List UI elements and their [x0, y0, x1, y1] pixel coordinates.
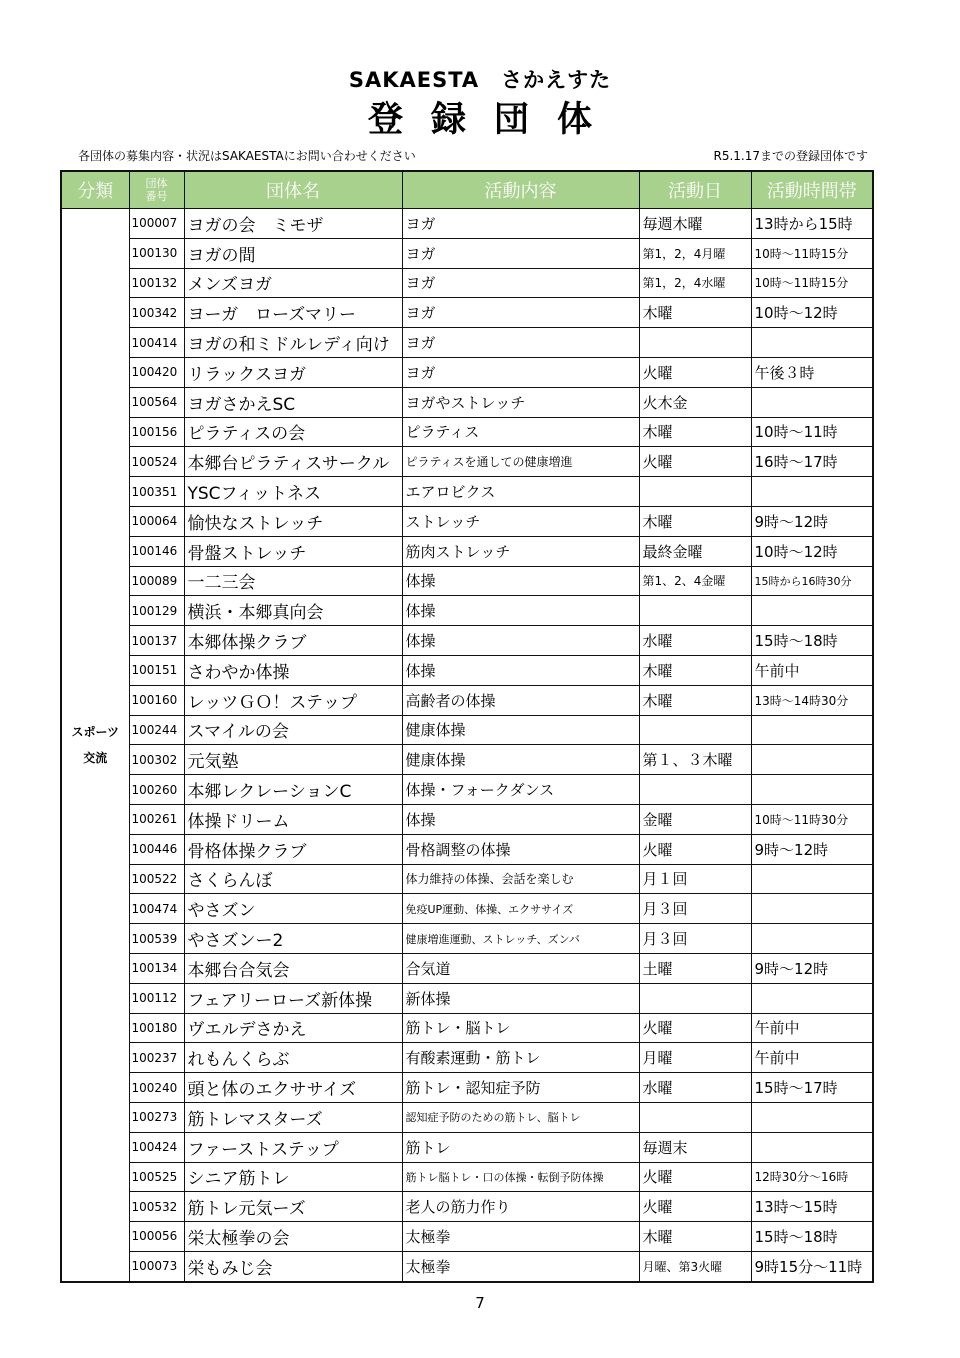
- activity-cell: 免疫UP運動、体操、エクササイズ: [402, 894, 639, 924]
- activity-cell: 体操・フォークダンス: [402, 775, 639, 805]
- group-name-cell: さわやか体操: [184, 655, 402, 685]
- group-number-cell: 100244: [129, 715, 184, 745]
- group-name-cell: シニア筋トレ: [184, 1162, 402, 1192]
- table-row: [61, 477, 873, 507]
- group-name-cell: 骨格体操クラブ: [184, 834, 402, 864]
- group-name-cell: 本郷レクレーションC: [184, 775, 402, 805]
- group-name-cell: さくらんぼ: [184, 864, 402, 894]
- group-name-cell: フェアリーローズ新体操: [184, 983, 402, 1013]
- group-name-cell: 筋トレマスターズ: [184, 1102, 402, 1132]
- activity-time-cell: [751, 983, 873, 1013]
- activity-time-cell: 15時～18時: [751, 626, 873, 656]
- activity-cell: 太極拳: [402, 1222, 639, 1252]
- activity-cell: ピラティス: [402, 417, 639, 447]
- header-group-name: 団体名: [184, 171, 402, 209]
- activity-cell: 認知症予防のための筋トレ、脳トレ: [402, 1102, 639, 1132]
- group-number-cell: 100137: [129, 626, 184, 656]
- activity-day-cell: 第1，2，4月曜: [639, 238, 751, 268]
- activity-day-cell: 火曜: [639, 834, 751, 864]
- group-number-cell: 100160: [129, 685, 184, 715]
- group-name-cell: レッツＧＯ！ステップ: [184, 685, 402, 715]
- activity-day-cell: 火曜: [639, 357, 751, 387]
- activity-day-cell: 月１回: [639, 864, 751, 894]
- group-number-cell: 100420: [129, 357, 184, 387]
- activity-cell: 筋トレ・脳トレ: [402, 1013, 639, 1043]
- header-activity: 活動内容: [402, 171, 639, 209]
- group-number-cell: 100351: [129, 477, 184, 507]
- activity-cell: ピラティスを通しての健康増進: [402, 447, 639, 477]
- activity-day-cell: [639, 477, 751, 507]
- activity-time-cell: 10時～11時15分: [751, 268, 873, 298]
- table-row: [61, 357, 873, 387]
- table-row: [61, 238, 873, 268]
- activity-time-cell: 10時～12時: [751, 298, 873, 328]
- activity-time-cell: [751, 924, 873, 954]
- group-number-cell: 100261: [129, 804, 184, 834]
- group-name-cell: 本郷体操クラブ: [184, 626, 402, 656]
- table-row: [61, 953, 873, 983]
- activity-time-cell: [751, 864, 873, 894]
- table-row: [61, 924, 873, 954]
- table-row: [61, 596, 873, 626]
- group-name-cell: リラックスヨガ: [184, 357, 402, 387]
- group-name-cell: 一二三会: [184, 566, 402, 596]
- activity-cell: エアロビクス: [402, 477, 639, 507]
- group-name-cell: スマイルの会: [184, 715, 402, 745]
- table-row: [61, 1192, 873, 1222]
- group-number-cell: 100112: [129, 983, 184, 1013]
- table-row: [61, 864, 873, 894]
- activity-cell: 筋トレ: [402, 1132, 639, 1162]
- activity-day-cell: 木曜: [639, 506, 751, 536]
- activity-cell: 筋トレ・認知症予防: [402, 1073, 639, 1103]
- activity-cell: 有酸素運動・筋トレ: [402, 1043, 639, 1073]
- header-group-number: [129, 171, 184, 209]
- group-name-cell: やさズン: [184, 894, 402, 924]
- activity-time-cell: [751, 328, 873, 358]
- group-name-cell: 横浜・本郷真向会: [184, 596, 402, 626]
- activity-time-cell: 13時～15時: [751, 1192, 873, 1222]
- activity-cell: ヨガやストレッチ: [402, 387, 639, 417]
- group-name-cell: 骨盤ストレッチ: [184, 536, 402, 566]
- activity-cell: 体力維持の体操、会話を楽しむ: [402, 864, 639, 894]
- group-number-cell: 100129: [129, 596, 184, 626]
- group-number-cell: 100151: [129, 655, 184, 685]
- activity-time-cell: [751, 596, 873, 626]
- group-number-cell: 100342: [129, 298, 184, 328]
- table-header-row: [61, 171, 873, 209]
- activity-cell: 健康体操: [402, 715, 639, 745]
- table-row: [61, 775, 873, 805]
- activity-cell: 高齢者の体操: [402, 685, 639, 715]
- activity-day-cell: 木曜: [639, 655, 751, 685]
- group-number-cell: 100260: [129, 775, 184, 805]
- document-subtitle: 登録団体: [367, 100, 620, 140]
- group-name-cell: 本郷台ピラティスサークル: [184, 447, 402, 477]
- group-number-cell: 100056: [129, 1222, 184, 1252]
- activity-cell: 体操: [402, 655, 639, 685]
- activity-time-cell: 9時～12時: [751, 953, 873, 983]
- activity-day-cell: 金曜: [639, 804, 751, 834]
- table-row: [61, 328, 873, 358]
- activity-cell: ヨガ: [402, 268, 639, 298]
- category-label-line2: 交流: [83, 750, 108, 765]
- table-row: [61, 417, 873, 447]
- group-number-cell: 100089: [129, 566, 184, 596]
- table-row: [61, 1251, 873, 1281]
- table-row: [61, 447, 873, 477]
- group-number-cell: 100522: [129, 864, 184, 894]
- group-name-cell: ヴエルデさかえ: [184, 1013, 402, 1043]
- table-row: [61, 804, 873, 834]
- activity-time-cell: [751, 775, 873, 805]
- activity-day-cell: 木曜: [639, 685, 751, 715]
- activity-cell: 太極拳: [402, 1251, 639, 1281]
- activity-day-cell: 月曜、第3火曜: [639, 1251, 751, 1281]
- activity-time-cell: 午前中: [751, 655, 873, 685]
- group-name-cell: ヨガさかえSC: [184, 387, 402, 417]
- group-name-cell: 体操ドリーム: [184, 804, 402, 834]
- activity-day-cell: 月３回: [639, 924, 751, 954]
- table-row: [61, 1043, 873, 1073]
- activity-day-cell: 火曜: [639, 447, 751, 477]
- activity-cell: 体操: [402, 596, 639, 626]
- group-name-cell: 筋トレ元気ーズ: [184, 1192, 402, 1222]
- group-number-cell: 100130: [129, 238, 184, 268]
- document-title: SAKAESTA さかえすた: [348, 68, 612, 92]
- activity-day-cell: 土曜: [639, 953, 751, 983]
- group-name-cell: れもんくらぶ: [184, 1043, 402, 1073]
- activity-cell: 筋肉ストレッチ: [402, 536, 639, 566]
- table-row: [61, 1102, 873, 1132]
- activity-time-cell: [751, 1132, 873, 1162]
- group-number-cell: 100180: [129, 1013, 184, 1043]
- group-number-cell: 100524: [129, 447, 184, 477]
- activity-day-cell: 火曜: [639, 1013, 751, 1043]
- activity-cell: ヨガ: [402, 209, 639, 239]
- group-name-cell: 栄太極拳の会: [184, 1222, 402, 1252]
- group-name-cell: ヨーガ ローズマリー: [184, 298, 402, 328]
- inquiry-note: 各団体の募集内容・状況はSAKAESTAにお問い合わせください: [78, 149, 416, 163]
- activity-day-cell: 水曜: [639, 1073, 751, 1103]
- header-group-number-line1: 団体: [145, 177, 168, 190]
- activity-time-cell: 午前中: [751, 1043, 873, 1073]
- activity-time-cell: 10時～11時15分: [751, 238, 873, 268]
- activity-time-cell: 13時～14時30分: [751, 685, 873, 715]
- activity-cell: 合気道: [402, 953, 639, 983]
- table-row: [61, 536, 873, 566]
- group-name-cell: ヨガの会 ミモザ: [184, 209, 402, 239]
- activity-day-cell: 木曜: [639, 1222, 751, 1252]
- activity-time-cell: [751, 894, 873, 924]
- group-number-cell: 100237: [129, 1043, 184, 1073]
- activity-time-cell: 16時～17時: [751, 447, 873, 477]
- activity-day-cell: [639, 1102, 751, 1132]
- group-name-cell: YSCフィットネス: [184, 477, 402, 507]
- group-name-cell: ヨガの和ミドルレディ向け: [184, 328, 402, 358]
- group-number-cell: 100134: [129, 953, 184, 983]
- group-number-cell: 100156: [129, 417, 184, 447]
- activity-time-cell: [751, 1102, 873, 1132]
- group-number-cell: 100474: [129, 894, 184, 924]
- group-number-cell: 100273: [129, 1102, 184, 1132]
- groups-table: [60, 170, 874, 1283]
- group-number-cell: 100240: [129, 1073, 184, 1103]
- activity-cell: 体操: [402, 566, 639, 596]
- activity-time-cell: 午前中: [751, 1013, 873, 1043]
- activity-day-cell: 第1，2，4水曜: [639, 268, 751, 298]
- activity-cell: ヨガ: [402, 298, 639, 328]
- activity-day-cell: 木曜: [639, 298, 751, 328]
- activity-day-cell: 最終金曜: [639, 536, 751, 566]
- group-name-cell: やさズンー2: [184, 924, 402, 954]
- activity-time-cell: 15時から16時30分: [751, 566, 873, 596]
- header-category: 分類: [61, 171, 129, 209]
- activity-time-cell: [751, 745, 873, 775]
- activity-time-cell: 15時～18時: [751, 1222, 873, 1252]
- table-row: [61, 566, 873, 596]
- activity-cell: 健康体操: [402, 745, 639, 775]
- table-row: [61, 1073, 873, 1103]
- table-row: [61, 685, 873, 715]
- table-row: [61, 387, 873, 417]
- group-number-cell: 100064: [129, 506, 184, 536]
- activity-day-cell: [639, 983, 751, 1013]
- table-row: [61, 1013, 873, 1043]
- category-cell: [61, 209, 129, 1282]
- group-name-cell: 元気塾: [184, 745, 402, 775]
- group-number-cell: 100532: [129, 1192, 184, 1222]
- table-row: [61, 268, 873, 298]
- activity-cell: 骨格調整の体操: [402, 834, 639, 864]
- activity-time-cell: 午後３時: [751, 357, 873, 387]
- activity-time-cell: 10時～11時: [751, 417, 873, 447]
- activity-cell: 体操: [402, 804, 639, 834]
- table-row: [61, 745, 873, 775]
- table-row: [61, 894, 873, 924]
- activity-cell: 体操: [402, 626, 639, 656]
- activity-day-cell: 月曜: [639, 1043, 751, 1073]
- page-number: 7: [475, 1294, 485, 1312]
- group-number-cell: 100525: [129, 1162, 184, 1192]
- table-row: [61, 834, 873, 864]
- group-number-cell: 100146: [129, 536, 184, 566]
- activity-day-cell: 火木金: [639, 387, 751, 417]
- activity-time-cell: 13時から15時: [751, 209, 873, 239]
- group-name-cell: 栄もみじ会: [184, 1251, 402, 1281]
- table-row: [61, 209, 873, 239]
- table-row: [61, 1222, 873, 1252]
- group-number-cell: 100073: [129, 1251, 184, 1281]
- group-number-cell: 100446: [129, 834, 184, 864]
- activity-cell: ヨガ: [402, 238, 639, 268]
- table-row: [61, 1132, 873, 1162]
- table-row: [61, 715, 873, 745]
- activity-day-cell: [639, 596, 751, 626]
- activity-time-cell: [751, 715, 873, 745]
- activity-day-cell: [639, 775, 751, 805]
- group-name-cell: 愉快なストレッチ: [184, 506, 402, 536]
- group-number-cell: 100424: [129, 1132, 184, 1162]
- group-name-cell: ヨガの間: [184, 238, 402, 268]
- activity-cell: ストレッチ: [402, 506, 639, 536]
- activity-time-cell: 10時～11時30分: [751, 804, 873, 834]
- group-name-cell: メンズヨガ: [184, 268, 402, 298]
- category-label-line1: スポーツ: [71, 724, 120, 739]
- group-name-cell: ファーストステップ: [184, 1132, 402, 1162]
- activity-cell: ヨガ: [402, 357, 639, 387]
- activity-time-cell: 9時～12時: [751, 506, 873, 536]
- activity-cell: 筋トレ脳トレ・口の体操・転倒予防体操: [402, 1162, 639, 1192]
- table-row: [61, 298, 873, 328]
- activity-day-cell: 木曜: [639, 417, 751, 447]
- group-name-cell: 頭と体のエクササイズ: [184, 1073, 402, 1103]
- activity-day-cell: 月３回: [639, 894, 751, 924]
- group-number-cell: 100564: [129, 387, 184, 417]
- activity-day-cell: 毎週末: [639, 1132, 751, 1162]
- date-note: R5.1.17までの登録団体です: [713, 149, 868, 163]
- activity-time-cell: 9時～12時: [751, 834, 873, 864]
- activity-day-cell: 水曜: [639, 626, 751, 656]
- activity-cell: ヨガ: [402, 328, 639, 358]
- group-number-cell: 100539: [129, 924, 184, 954]
- activity-cell: 老人の筋力作り: [402, 1192, 639, 1222]
- activity-time-cell: 12時30分～16時: [751, 1162, 873, 1192]
- group-number-cell: 100007: [129, 209, 184, 239]
- activity-cell: 新体操: [402, 983, 639, 1013]
- group-number-cell: 100132: [129, 268, 184, 298]
- activity-day-cell: [639, 328, 751, 358]
- group-name-cell: ピラティスの会: [184, 417, 402, 447]
- activity-day-cell: 毎週木曜: [639, 209, 751, 239]
- header-group-number-line2: 番号: [145, 190, 168, 203]
- table-body: [61, 209, 873, 1282]
- table-row: [61, 655, 873, 685]
- group-name-cell: 本郷台合気会: [184, 953, 402, 983]
- activity-day-cell: 第1、2、4金曜: [639, 566, 751, 596]
- activity-time-cell: 15時～17時: [751, 1073, 873, 1103]
- activity-day-cell: 第１、３木曜: [639, 745, 751, 775]
- table-row: [61, 1162, 873, 1192]
- activity-time-cell: 10時～12時: [751, 536, 873, 566]
- header-activity-time: 活動時間帯: [751, 171, 873, 209]
- activity-time-cell: [751, 477, 873, 507]
- header-activity-day: 活動日: [639, 171, 751, 209]
- activity-time-cell: 9時15分～11時: [751, 1251, 873, 1281]
- activity-time-cell: [751, 387, 873, 417]
- group-number-cell: 100302: [129, 745, 184, 775]
- table-row: [61, 983, 873, 1013]
- activity-day-cell: [639, 715, 751, 745]
- activity-cell: 健康増進運動、ストレッチ、ズンバ: [402, 924, 639, 954]
- activity-day-cell: 火曜: [639, 1192, 751, 1222]
- activity-day-cell: 火曜: [639, 1162, 751, 1192]
- table-row: [61, 626, 873, 656]
- group-number-cell: 100414: [129, 328, 184, 358]
- table-row: [61, 506, 873, 536]
